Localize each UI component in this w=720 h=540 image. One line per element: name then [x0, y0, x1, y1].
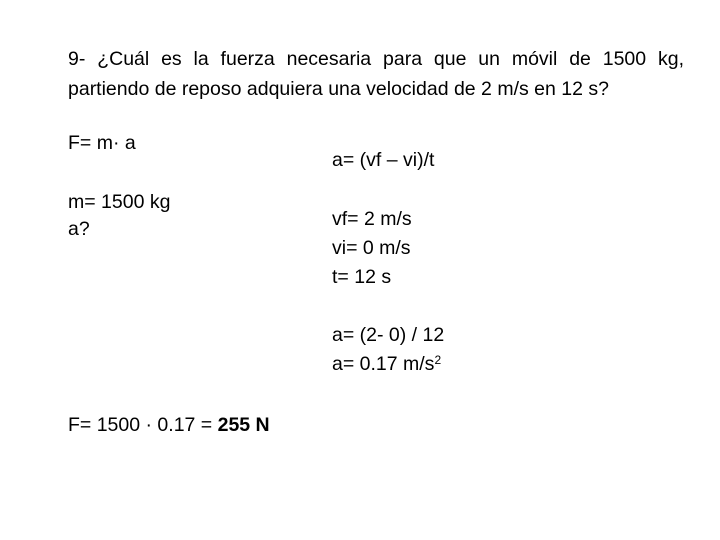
final-velocity: vf= 2 m/s: [332, 208, 412, 230]
question-text: [68, 44, 684, 104]
time-given: t= 12 s: [332, 266, 392, 288]
initial-velocity: vi= 0 m/s: [332, 237, 411, 259]
force-formula: F= m· a: [68, 132, 136, 154]
acceleration-formula: a= (vf – vi)/t: [332, 149, 435, 171]
acceleration-exponent: 2: [434, 353, 442, 367]
question-line-2: partiendo de reposo adquiera una velocidad de 2 m/s en 12 s?: [68, 78, 609, 100]
force-result-prefix: F= 1500 · 0.17 =: [68, 414, 218, 436]
force-result: [68, 416, 270, 436]
force-result-value: 255 N: [217, 414, 270, 436]
mass-given: m= 1500 kg: [68, 191, 171, 213]
acceleration-calculation: a= (2- 0) / 12: [332, 324, 445, 346]
acceleration-unknown: a?: [68, 218, 90, 240]
acceleration-result-text: a= 0.17 m/s: [332, 353, 435, 375]
question-line-1: 9- ¿Cuál es la fuerza necesaria para que un móvil de 1500 kg,: [68, 48, 684, 70]
acceleration-result: [332, 355, 441, 375]
